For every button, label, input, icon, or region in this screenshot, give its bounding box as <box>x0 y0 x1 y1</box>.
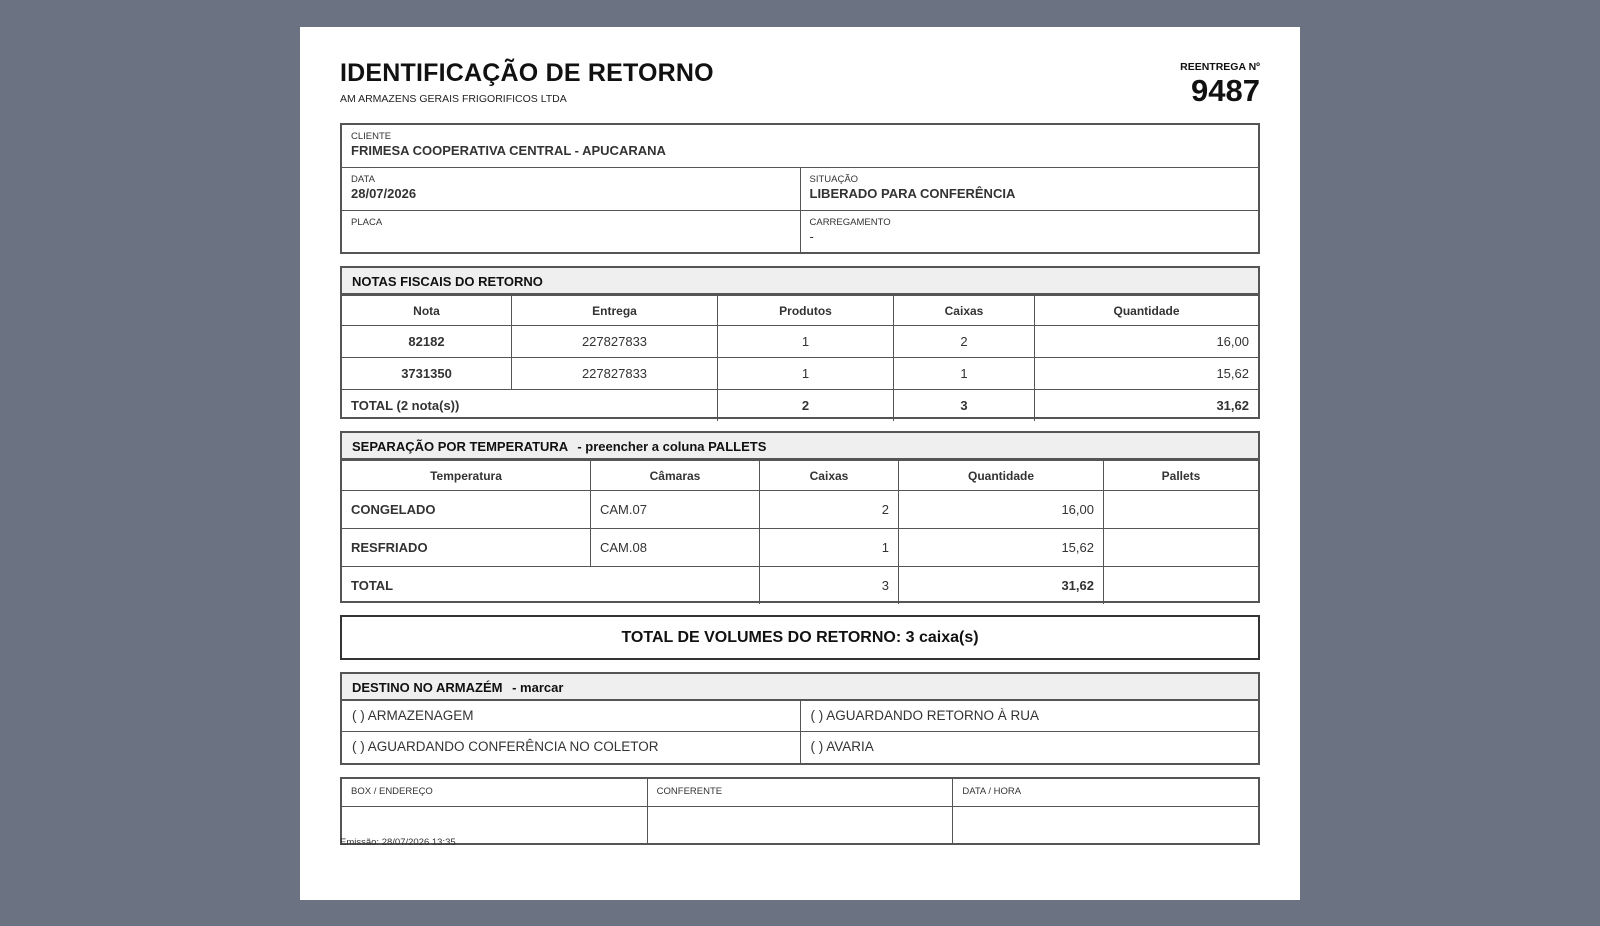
quantidade-cell: 15,62 <box>899 529 1104 567</box>
data-hora-label: DATA / HORA <box>952 779 1258 807</box>
temperatura-cell: RESFRIADO <box>342 529 591 567</box>
cliente-cell <box>342 125 1258 167</box>
cliente-value: FRIMESA COOPERATIVA CENTRAL - APUCARANA <box>351 143 666 158</box>
col-header: Câmaras <box>591 461 760 491</box>
col-header: Nota <box>342 296 512 326</box>
col-header: Produtos <box>718 296 894 326</box>
destino-option-conferencia-coletor[interactable]: ( ) AGUARDANDO CONFERÊNCIA NO COLETOR <box>352 739 659 754</box>
situacao-value: LIBERADO PARA CONFERÊNCIA <box>809 186 1016 201</box>
signature-section <box>340 777 1260 845</box>
destino-option-armazenagem[interactable]: ( ) ARMAZENAGEM <box>352 708 474 723</box>
total-quantidade: 31,62 <box>899 567 1104 605</box>
document-page <box>300 27 1300 900</box>
nota-cell: 3731350 <box>342 358 512 390</box>
company-name: AM ARMAZENS GERAIS FRIGORIFICOS LTDA <box>340 93 567 105</box>
data-hora-field[interactable] <box>952 807 1258 843</box>
situacao-label: SITUAÇÃO <box>809 174 859 185</box>
data-value: 28/07/2026 <box>351 186 417 201</box>
temperatura-note: - preencher a coluna PALLETS <box>577 439 767 454</box>
table-row <box>342 326 1258 358</box>
notas-fiscais-table <box>342 295 1258 421</box>
produtos-cell: 1 <box>718 358 894 390</box>
cliente-label: CLIENTE <box>351 131 392 142</box>
col-header: Caixas <box>760 461 899 491</box>
total-label: TOTAL <box>342 567 760 605</box>
total-quantidade: 31,62 <box>1035 390 1259 422</box>
total-row <box>342 390 1258 422</box>
col-header: Pallets <box>1104 461 1259 491</box>
info-box <box>340 123 1260 254</box>
document-title: IDENTIFICAÇÃO DE RETORNO <box>340 59 714 87</box>
emissao-timestamp: Emissão: 28/07/2026 13:35 <box>340 837 456 848</box>
table-row <box>342 491 1258 529</box>
temperatura-cell: CONGELADO <box>342 491 591 529</box>
caixas-cell: 2 <box>894 326 1035 358</box>
entrega-cell: 227827833 <box>512 358 718 390</box>
data-label: DATA <box>351 174 375 185</box>
conferente-label: CONFERENTE <box>647 779 953 807</box>
caixas-cell: 2 <box>760 491 899 529</box>
placa-cell <box>342 211 800 254</box>
total-volumes-box: TOTAL DE VOLUMES DO RETORNO: 3 caixa(s) <box>340 615 1260 660</box>
notas-fiscais-title: NOTAS FISCAIS DO RETORNO <box>342 268 1258 295</box>
box-endereco-label: BOX / ENDEREÇO <box>342 779 647 807</box>
col-header: Caixas <box>894 296 1035 326</box>
conferente-field[interactable] <box>647 807 953 843</box>
reentrega-label: REENTREGA Nº <box>1180 61 1260 73</box>
destino-option-retorno-rua[interactable]: ( ) AGUARDANDO RETORNO À RUA <box>800 701 1259 731</box>
camara-cell: CAM.07 <box>591 491 760 529</box>
quantidade-cell: 16,00 <box>1035 326 1259 358</box>
produtos-cell: 1 <box>718 326 894 358</box>
col-header: Temperatura <box>342 461 591 491</box>
data-cell <box>342 168 800 210</box>
temperatura-title: SEPARAÇÃO POR TEMPERATURA <box>352 439 568 454</box>
table-row <box>342 358 1258 390</box>
pallets-cell[interactable] <box>1104 529 1259 567</box>
col-header: Quantidade <box>1035 296 1259 326</box>
temperatura-header <box>342 433 1258 460</box>
notas-fiscais-section <box>340 266 1260 419</box>
nota-cell: 82182 <box>342 326 512 358</box>
temperatura-table <box>342 460 1258 604</box>
caixas-cell: 1 <box>760 529 899 567</box>
carregamento-label: CARREGAMENTO <box>809 217 891 228</box>
total-caixas: 3 <box>760 567 899 605</box>
destino-note: - marcar <box>512 680 564 695</box>
situacao-cell <box>800 168 1259 210</box>
entrega-cell: 227827833 <box>512 326 718 358</box>
quantidade-cell: 15,62 <box>1035 358 1259 390</box>
destino-title: DESTINO NO ARMAZÉM <box>352 680 503 695</box>
camara-cell: CAM.08 <box>591 529 760 567</box>
col-header: Entrega <box>512 296 718 326</box>
table-header-row <box>342 461 1258 491</box>
col-header: Quantidade <box>899 461 1104 491</box>
total-label: TOTAL (2 nota(s)) <box>342 390 718 422</box>
temperatura-section <box>340 431 1260 603</box>
destino-section <box>340 672 1260 765</box>
pallets-cell[interactable] <box>1104 491 1259 529</box>
total-row <box>342 567 1258 605</box>
destino-option-avaria[interactable]: ( ) AVARIA <box>800 732 1259 763</box>
quantidade-cell: 16,00 <box>899 491 1104 529</box>
carregamento-value: - <box>809 229 814 244</box>
carregamento-cell <box>800 211 1259 254</box>
caixas-cell: 1 <box>894 358 1035 390</box>
total-produtos: 2 <box>718 390 894 422</box>
total-caixas: 3 <box>894 390 1035 422</box>
table-row <box>342 529 1258 567</box>
total-pallets[interactable] <box>1104 567 1259 605</box>
table-header-row <box>342 296 1258 326</box>
reentrega-number: 9487 <box>1191 73 1260 108</box>
destino-header <box>342 674 1258 701</box>
placa-label: PLACA <box>351 217 383 228</box>
